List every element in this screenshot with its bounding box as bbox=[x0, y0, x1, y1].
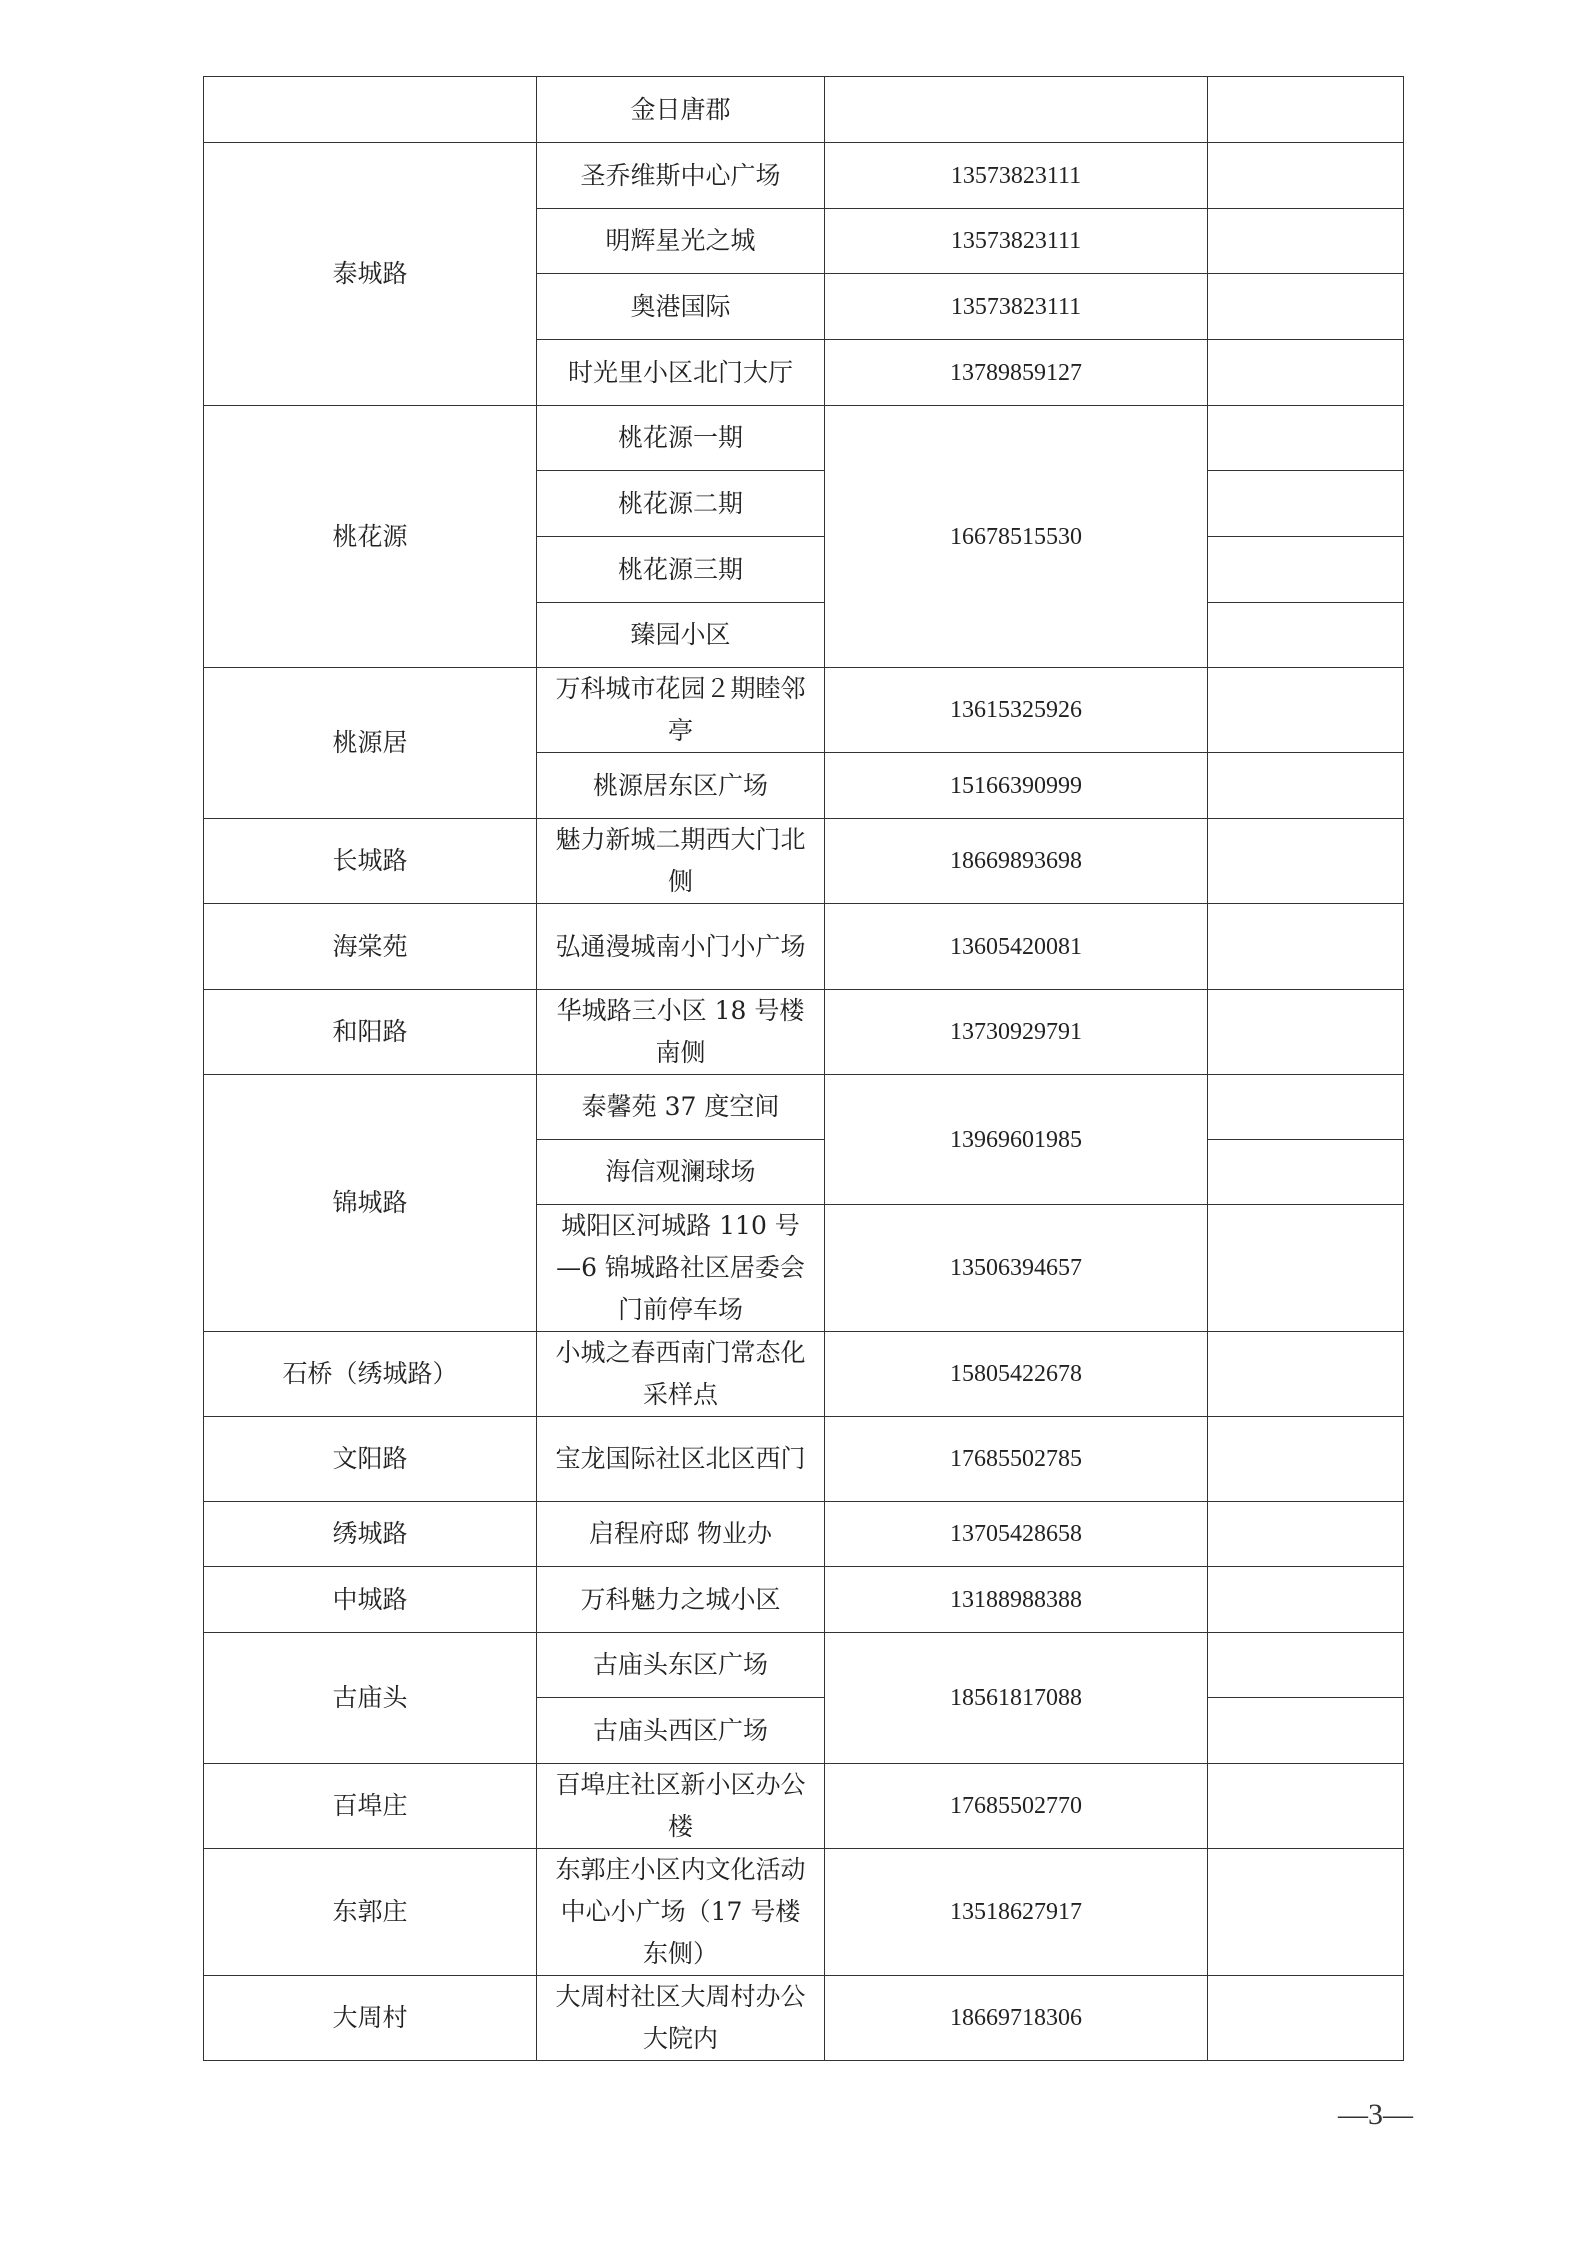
note-cell bbox=[1208, 1633, 1404, 1698]
phone-cell: 13518627917 bbox=[825, 1849, 1208, 1976]
site-cell: 小城之春西南门常态化采样点 bbox=[537, 1332, 825, 1417]
street-cell: 长城路 bbox=[204, 819, 537, 904]
street-cell: 桃源居 bbox=[204, 668, 537, 819]
sites-table-container bbox=[203, 76, 1403, 2061]
phone-cell: 13573823111 bbox=[825, 274, 1208, 340]
phone-cell: 13605420081 bbox=[825, 904, 1208, 990]
phone-cell: 17685502770 bbox=[825, 1764, 1208, 1849]
street-cell: 中城路 bbox=[204, 1567, 537, 1633]
phone-cell: 13615325926 bbox=[825, 668, 1208, 753]
site-cell: 桃花源二期 bbox=[537, 471, 825, 537]
table-row bbox=[204, 990, 1404, 1075]
phone-cell: 13969601985 bbox=[825, 1075, 1208, 1205]
note-cell bbox=[1208, 990, 1404, 1075]
table-row bbox=[204, 406, 1404, 471]
street-cell: 石桥（绣城路） bbox=[204, 1332, 537, 1417]
site-cell: 华城路三小区 18 号楼南侧 bbox=[537, 990, 825, 1075]
street-cell: 和阳路 bbox=[204, 990, 537, 1075]
note-cell bbox=[1208, 340, 1404, 406]
site-cell: 宝龙国际社区北区西门 bbox=[537, 1417, 825, 1502]
site-cell: 古庙头东区广场 bbox=[537, 1633, 825, 1698]
street-cell: 百埠庄 bbox=[204, 1764, 537, 1849]
site-cell: 海信观澜球场 bbox=[537, 1140, 825, 1205]
site-cell: 金日唐郡 bbox=[537, 77, 825, 143]
street-cell: 桃花源 bbox=[204, 406, 537, 668]
site-cell: 时光里小区北门大厅 bbox=[537, 340, 825, 406]
phone-cell: 15166390999 bbox=[825, 753, 1208, 819]
phone-cell: 13573823111 bbox=[825, 209, 1208, 274]
site-cell: 明辉星光之城 bbox=[537, 209, 825, 274]
site-cell: 万科魅力之城小区 bbox=[537, 1567, 825, 1633]
site-cell: 魅力新城二期西大门北侧 bbox=[537, 819, 825, 904]
note-cell bbox=[1208, 537, 1404, 603]
note-cell bbox=[1208, 77, 1404, 143]
note-cell bbox=[1208, 753, 1404, 819]
site-cell: 古庙头西区广场 bbox=[537, 1698, 825, 1764]
site-cell: 弘通漫城南小门小广场 bbox=[537, 904, 825, 990]
site-cell: 城阳区河城路 110 号—6 锦城路社区居委会门前停车场 bbox=[537, 1205, 825, 1332]
site-cell: 圣乔维斯中心广场 bbox=[537, 143, 825, 209]
phone-cell: 13573823111 bbox=[825, 143, 1208, 209]
street-cell: 古庙头 bbox=[204, 1633, 537, 1764]
street-cell: 泰城路 bbox=[204, 143, 537, 406]
table-row bbox=[204, 77, 1404, 143]
phone-cell: 16678515530 bbox=[825, 406, 1208, 668]
note-cell bbox=[1208, 1976, 1404, 2061]
note-cell bbox=[1208, 1332, 1404, 1417]
table-row bbox=[204, 1976, 1404, 2061]
phone-cell: 18561817088 bbox=[825, 1633, 1208, 1764]
table-row bbox=[204, 143, 1404, 209]
note-cell bbox=[1208, 904, 1404, 990]
phone-cell: 15805422678 bbox=[825, 1332, 1208, 1417]
street-cell: 海棠苑 bbox=[204, 904, 537, 990]
table-row bbox=[204, 1075, 1404, 1140]
note-cell bbox=[1208, 406, 1404, 471]
street-cell: 东郭庄 bbox=[204, 1849, 537, 1976]
site-cell: 泰馨苑 37 度空间 bbox=[537, 1075, 825, 1140]
site-cell: 东郭庄小区内文化活动中心小广场（17 号楼东侧） bbox=[537, 1849, 825, 1976]
table-row bbox=[204, 1633, 1404, 1698]
phone-cell: 13789859127 bbox=[825, 340, 1208, 406]
sites-table bbox=[203, 76, 1404, 2061]
street-cell: 绣城路 bbox=[204, 1502, 537, 1567]
note-cell bbox=[1208, 471, 1404, 537]
table-row bbox=[204, 819, 1404, 904]
phone-cell: 13705428658 bbox=[825, 1502, 1208, 1567]
site-cell: 桃花源三期 bbox=[537, 537, 825, 603]
phone-cell: 13188988388 bbox=[825, 1567, 1208, 1633]
note-cell bbox=[1208, 1849, 1404, 1976]
note-cell bbox=[1208, 1205, 1404, 1332]
table-row bbox=[204, 1764, 1404, 1849]
note-cell bbox=[1208, 603, 1404, 668]
street-cell: 大周村 bbox=[204, 1976, 537, 2061]
table-row bbox=[204, 1417, 1404, 1502]
note-cell bbox=[1208, 1764, 1404, 1849]
table-row bbox=[204, 1502, 1404, 1567]
note-cell bbox=[1208, 1502, 1404, 1567]
site-cell: 桃花源一期 bbox=[537, 406, 825, 471]
phone-cell: 18669893698 bbox=[825, 819, 1208, 904]
table-row bbox=[204, 904, 1404, 990]
site-cell: 万科城市花园２期睦邻亭 bbox=[537, 668, 825, 753]
phone-cell: 13730929791 bbox=[825, 990, 1208, 1075]
site-cell: 启程府邸 物业办 bbox=[537, 1502, 825, 1567]
phone-cell: 13506394657 bbox=[825, 1205, 1208, 1332]
note-cell bbox=[1208, 1140, 1404, 1205]
note-cell bbox=[1208, 143, 1404, 209]
table-row bbox=[204, 668, 1404, 753]
phone-cell bbox=[825, 77, 1208, 143]
street-cell: 文阳路 bbox=[204, 1417, 537, 1502]
note-cell bbox=[1208, 1075, 1404, 1140]
table-row bbox=[204, 1567, 1404, 1633]
page-number: —3— bbox=[1338, 2098, 1413, 2131]
site-cell: 大周村社区大周村办公大院内 bbox=[537, 1976, 825, 2061]
street-cell bbox=[204, 77, 537, 143]
table-row bbox=[204, 1332, 1404, 1417]
phone-cell: 17685502785 bbox=[825, 1417, 1208, 1502]
note-cell bbox=[1208, 1567, 1404, 1633]
note-cell bbox=[1208, 209, 1404, 274]
note-cell bbox=[1208, 819, 1404, 904]
site-cell: 桃源居东区广场 bbox=[537, 753, 825, 819]
note-cell bbox=[1208, 668, 1404, 753]
street-cell: 锦城路 bbox=[204, 1075, 537, 1332]
site-cell: 奥港国际 bbox=[537, 274, 825, 340]
phone-cell: 18669718306 bbox=[825, 1976, 1208, 2061]
note-cell bbox=[1208, 274, 1404, 340]
table-row bbox=[204, 1849, 1404, 1976]
site-cell: 臻园小区 bbox=[537, 603, 825, 668]
site-cell: 百埠庄社区新小区办公楼 bbox=[537, 1764, 825, 1849]
note-cell bbox=[1208, 1698, 1404, 1764]
note-cell bbox=[1208, 1417, 1404, 1502]
